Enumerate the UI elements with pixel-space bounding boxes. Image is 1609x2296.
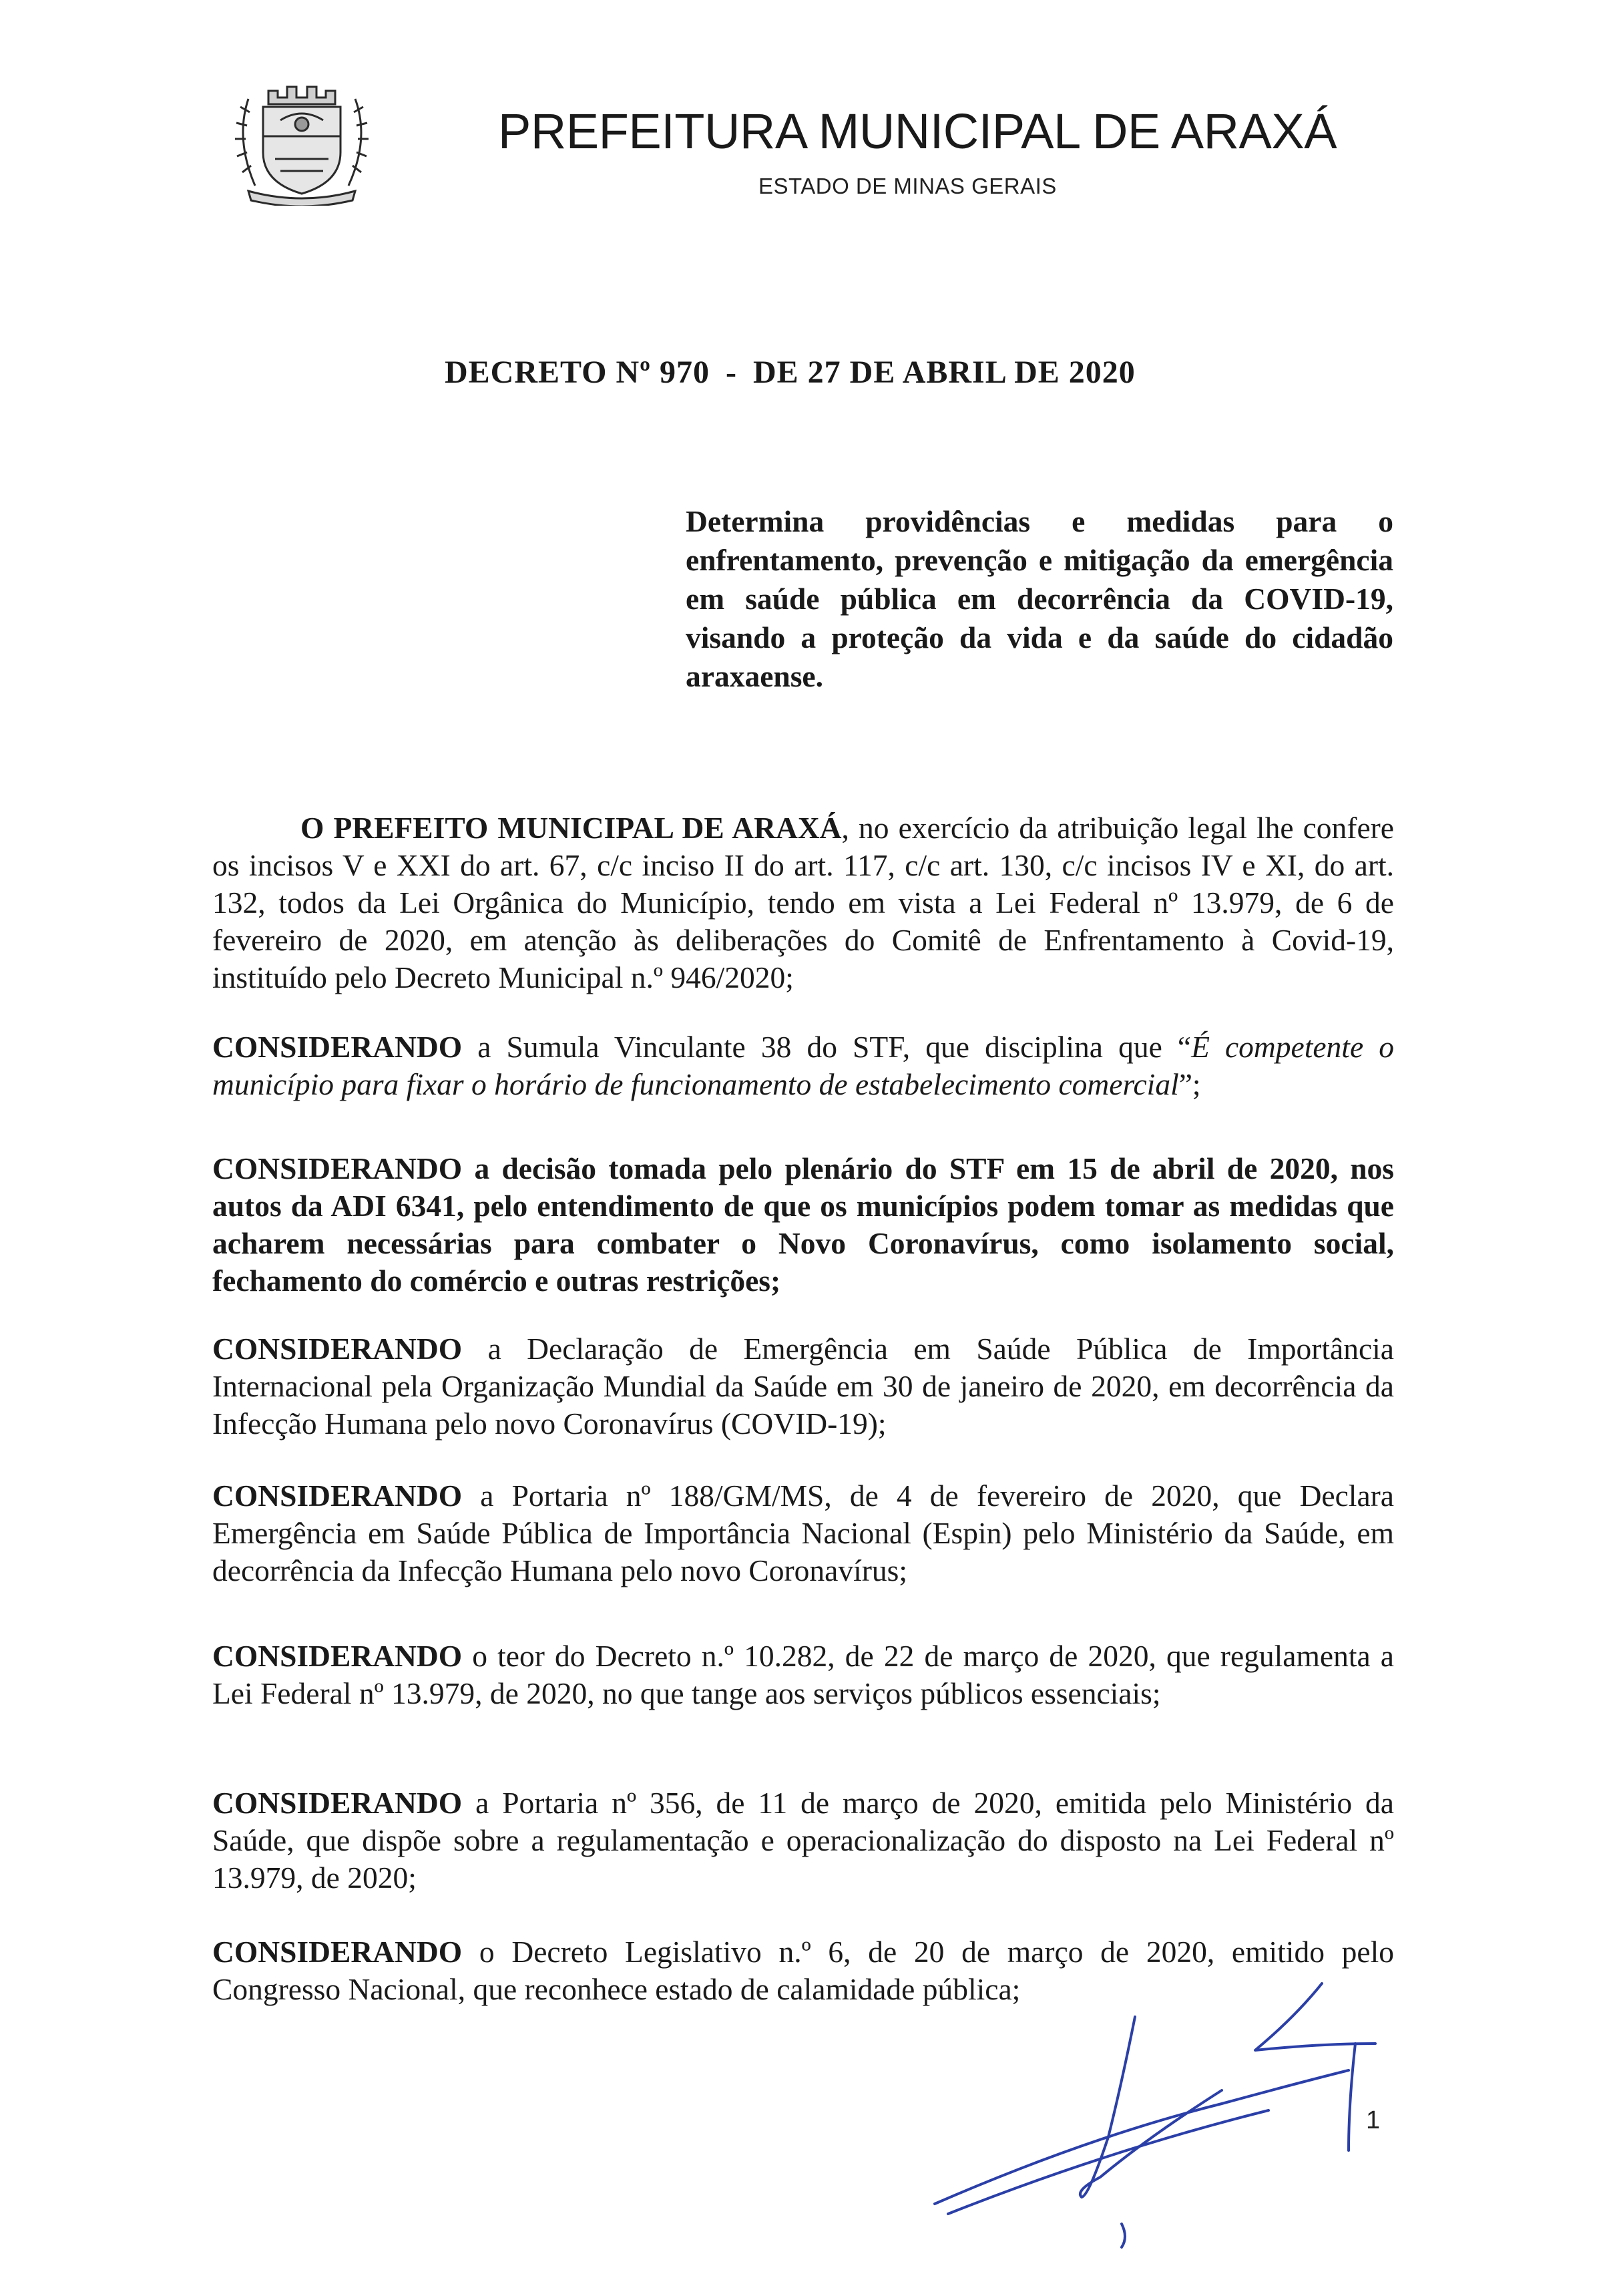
considerando-paragraph bbox=[212, 1028, 1394, 1103]
considerando-text: o Decreto Legislativo n.º 6, de 20 de março de 2020, emitido pelo Congresso Nacional, que reconhece estado de calamidade pública; bbox=[212, 1935, 1394, 2006]
considerando-quote: É competente o município para fixar o horário de funcionamento de estabelecimento comercial bbox=[212, 1030, 1394, 1101]
preamble-paragraph bbox=[212, 809, 1394, 996]
considerando-text: o teor do Decreto n.º 10.282, de 22 de março de 2020, que regulamenta a Lei Federal nº 13.979, de 2020, no que tange aos serviços públicos essenciais; bbox=[212, 1639, 1394, 1710]
considerando-paragraph bbox=[212, 1150, 1394, 1300]
decree-heading bbox=[445, 354, 1212, 391]
heading-separator: - bbox=[726, 355, 737, 390]
considerando-lead: CONSIDERANDO bbox=[212, 1639, 463, 1673]
considerando-text: a decisão tomada pelo plenário do STF em 15 de abril de 2020, nos autos da ADI 6341, pelo entendimento de que os municípios podem tomar as medidas que acharem necessárias para combater o Novo Coronavírus, como isolamento social, fechamento do comércio e outras restrições; bbox=[212, 1151, 1394, 1298]
state-subtitle: ESTADO DE MINAS GERAIS bbox=[758, 174, 1057, 198]
considerando-text: a Declaração de Emergência em Saúde Pública de Importância Internacional pela Organização Mundial da Saúde em 30 de janeiro de 2020, em decorrência da Infecção Humana pelo novo Coronavírus (COVID-19); bbox=[212, 1332, 1394, 1441]
considerando-lead: CONSIDERANDO bbox=[212, 1786, 463, 1820]
considerando-lead: CONSIDERANDO bbox=[212, 1030, 463, 1064]
considerando-paragraph bbox=[212, 1477, 1394, 1589]
considerando-paragraph bbox=[212, 1784, 1394, 1897]
coat-of-arms-icon bbox=[222, 72, 382, 206]
considerando-lead: CONSIDERANDO bbox=[212, 1479, 463, 1513]
considerando-lead: CONSIDERANDO bbox=[212, 1151, 463, 1185]
decree-date: DE 27 DE ABRIL DE 2020 bbox=[753, 355, 1136, 390]
city-hall-title: PREFEITURA MUNICIPAL DE ARAXÁ bbox=[498, 104, 1337, 159]
considerando-paragraph bbox=[212, 1330, 1394, 1443]
considerando-tail: ”; bbox=[1178, 1067, 1201, 1101]
considerando-text: a Sumula Vinculante 38 do STF, que disciplina que “ bbox=[462, 1030, 1192, 1064]
decree-summary: Determina providências e medidas para o enfrentamento, prevenção e mitigação da emergência em saúde pública em decorrência da COVID-19, visando a proteção da vida e da saúde do cidadão araxaense. bbox=[686, 504, 1393, 693]
preamble-lead: O PREFEITO MUNICIPAL DE ARAXÁ bbox=[300, 811, 842, 845]
considerando-text: a Portaria nº 188/GM/MS, de 4 de fevereiro de 2020, que Declara Emergência em Saúde Pública de Importância Nacional (Espin) pelo Ministério da Saúde, em decorrência da Infecção Humana pelo novo Coronavírus; bbox=[212, 1479, 1394, 1587]
page-number: 1 bbox=[1366, 2106, 1381, 2134]
considerando-paragraph bbox=[212, 1638, 1394, 1712]
considerando-lead: CONSIDERANDO bbox=[212, 1935, 463, 1969]
decree-number: DECRETO Nº 970 bbox=[445, 355, 710, 390]
preamble-text: , no exercício da atribuição legal lhe confere os incisos V e XXI do art. 67, c/c inciso II do art. 117, c/c art. 130, c/c incisos IV e XI, do art. 132, todos da Lei Orgânica do Município, tendo em vista a Lei Federal nº 13.979, de 6 de fevereiro de 2020, em atenção às deliberações do Comitê de Enfrentamento à Covid-19, instituído pelo Decreto Municipal n.º 946/2020; bbox=[212, 811, 1394, 994]
considerando-lead: CONSIDERANDO bbox=[212, 1332, 463, 1366]
considerando-text: a Portaria nº 356, de 11 de março de 2020, emitida pelo Ministério da Saúde, que dispõe sobre a regulamentação e operacionalização do disposto na Lei Federal nº 13.979, de 2020; bbox=[212, 1786, 1394, 1895]
handwritten-signature-icon bbox=[921, 1977, 1402, 2257]
